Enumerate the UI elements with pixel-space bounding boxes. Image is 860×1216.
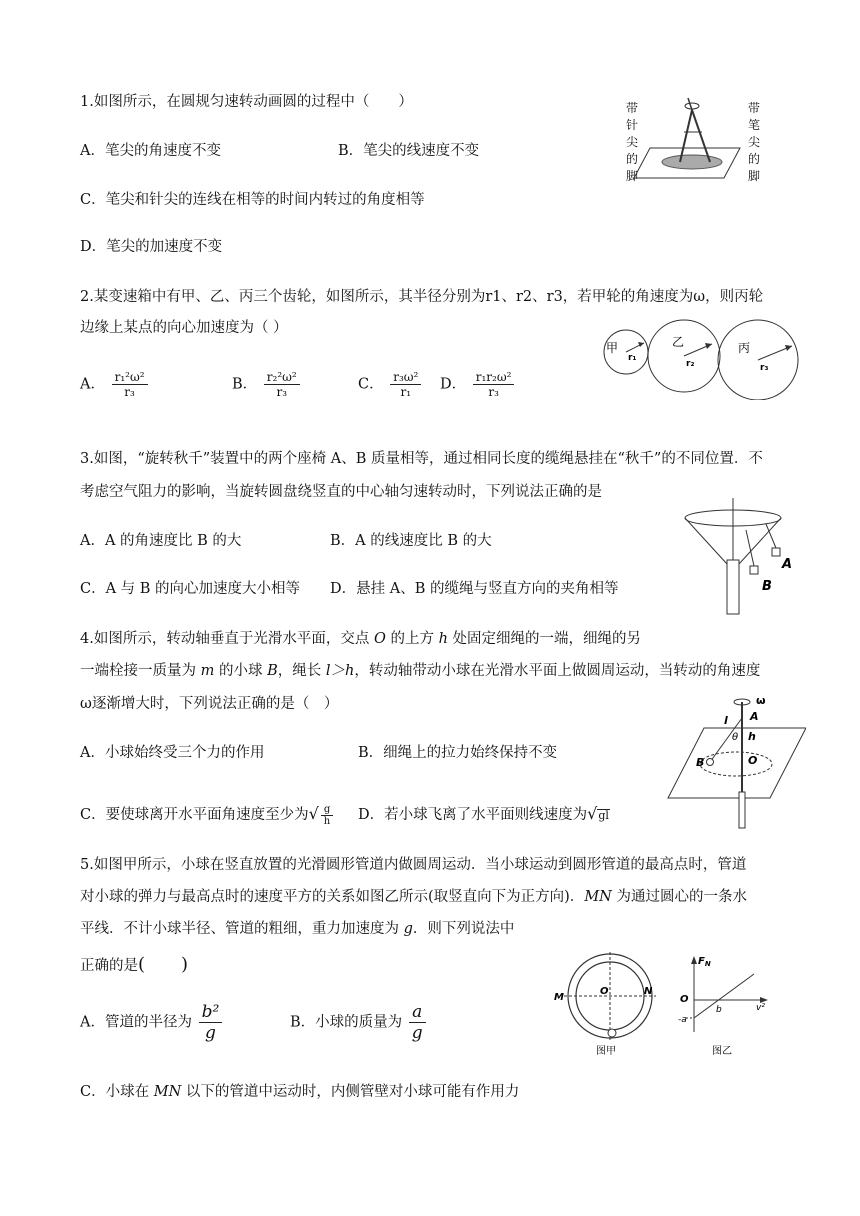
q1-option-b: B．笔尖的线速度不变 (338, 143, 480, 159)
q2-option-c: C． $\frac{\text{r₃ω²}}{\text{r₁}}$ (358, 370, 423, 399)
q2-gears-figure (600, 318, 800, 400)
q4-stem-line2: 一端栓接一质量为 m 的小球 B，绳长 l＞h，转动轴带动小球在光滑水平面上做圆周运动，当转动的角速度 (80, 663, 761, 679)
q4-fig-a: A (750, 710, 759, 723)
q5-stem-line3: 平线．不计小球半径、管道的粗细，重力加速度为 g．则下列说法中 (80, 921, 515, 937)
q3-stem-line1: 3.如图，“旋转秋千”装置中的两个座椅 A、B 质量相等，通过相同长度的缆绳悬挂在“秋千”的不同位置．不 (80, 451, 763, 467)
q3-option-b: B．A 的线速度比 B 的大 (330, 533, 492, 549)
q3-fig-label-b: B (762, 579, 772, 594)
q5-fig-n: N (644, 986, 653, 997)
q5-fig-v2: v² (756, 1003, 765, 1013)
q2-gear3-label: 丙 (738, 341, 751, 355)
q4-fig-l: l (724, 714, 728, 727)
q5-stem-line4: 正确的是( ) (80, 954, 189, 975)
q5-option-a: A．管道的半径为 $\frac{\text{b²}}{g}$ (80, 1002, 224, 1043)
q5-fig1-caption: 图甲 (596, 1046, 616, 1057)
q5-stem-line1: 5.如图甲所示，小球在竖直放置的光滑圆形管道内做圆周运动．当小球运动到圆形管道的最高点时，管道 (80, 857, 747, 873)
q5-option-c: C．小球在 MN 以下的管道中运动时，内侧管壁对小球可能有作用力 (80, 1084, 520, 1100)
q3-stem-line2: 考虑空气阻力的影响，当旋转圆盘绕竖直的中心轴匀速转动时，下列说法正确的是 (80, 484, 602, 500)
q4-fig-omega: ω (756, 694, 766, 707)
q2-gear2-label: 乙 (672, 335, 685, 349)
q5-option-b: B．小球的质量为 $\frac{a}{g}$ (290, 1002, 428, 1043)
q2-gear1-label: 甲 (606, 341, 619, 355)
q4-stem-line3: ω逐渐增大时，下列说法正确的是（ ） (80, 696, 339, 712)
q4-option-b: B．细绳上的拉力始终保持不变 (358, 745, 558, 761)
q5-fig-b: b (716, 1005, 722, 1015)
q5-fig2-caption: 图乙 (712, 1046, 732, 1057)
q4-option-d: D．若小球飞离了水平面则线速度为√gl (358, 804, 609, 823)
q3-option-c: C．A 与 B 的向心加速度大小相等 (80, 581, 301, 597)
q5-fig-graph (676, 952, 776, 1058)
q5-fig-m: M (554, 992, 564, 1003)
q1-fig-right-label: 带 笔 尖 的 脚 (748, 101, 761, 183)
q4-rotation-figure (666, 694, 806, 832)
q1-option-a: A．笔尖的角速度不变 (80, 143, 221, 159)
q1-fig-left-label: 带 针 尖 的 脚 (626, 101, 639, 183)
q4-stem-line1: 4.如图所示，转动轴垂直于光滑水平面，交点 O 的上方 h 处固定细绳的一端，细绳的另 (80, 631, 642, 647)
q5-fig-fn: $F_N$ (698, 956, 711, 968)
q5-fig-o: O (600, 986, 609, 997)
q1-compass-drawing (612, 92, 782, 192)
q2-option-a: A． $\frac{\text{r₁²ω²}}{\text{r₃}}$ (80, 370, 150, 399)
q4-option-c: C．要使球离开水平面角速度至少为√ $\frac{g}{h}$ (80, 803, 335, 827)
q5-fig-a: -a (678, 1015, 687, 1025)
q2-r2-label: r₂ (686, 359, 695, 369)
q2-option-d: D． $\frac{\text{r₁r₂ω²}}{\text{r₃}}$ (440, 370, 516, 399)
q1-option-d: D．笔尖的加速度不变 (80, 239, 223, 255)
q4-option-a: A．小球始终受三个力的作用 (80, 745, 265, 761)
q3-option-a: A．A 的角速度比 B 的大 (80, 533, 242, 549)
q2-r1-label: r₁ (628, 353, 637, 363)
q2-option-b: B． $\frac{\text{r₂²ω²}}{\text{r₃}}$ (232, 370, 302, 399)
q3-option-d: D．悬挂 A、B 的缆绳与竖直方向的夹角相等 (330, 581, 619, 597)
q2-stem-line1: 2.某变速箱中有甲、乙、丙三个齿轮，如图所示，其半径分别为r1、r2、r3，若甲轮的角速度为ω，则丙轮 (80, 289, 764, 305)
q1-option-c: C．笔尖和针尖的连线在相等的时间内转过的角度相等 (80, 192, 425, 208)
q3-swing-figure (678, 494, 798, 616)
q5-stem-line2: 对小球的弹力与最高点时的速度平方的关系如图乙所示(取竖直向下为正方向)．MN 为通过圆心的一条水 (80, 889, 747, 905)
q3-fig-label-a: A (782, 557, 793, 572)
q4-fig-theta: θ (732, 732, 739, 743)
q1-compass-figure (612, 92, 782, 192)
q4-fig-h: h (748, 730, 756, 743)
q5-fig-tube (550, 952, 680, 1058)
q2-stem-line2: 边缘上某点的向心加速度为（ ） (80, 320, 288, 336)
q1-stem: 1.如图所示，在圆规匀速转动画圆的过程中（ ） (80, 94, 413, 110)
q4-fig-b: B (696, 756, 705, 769)
q4-fig-o: O (748, 754, 758, 767)
q2-r3-label: r₃ (760, 363, 769, 373)
q5-fig-o2: O (680, 994, 689, 1005)
